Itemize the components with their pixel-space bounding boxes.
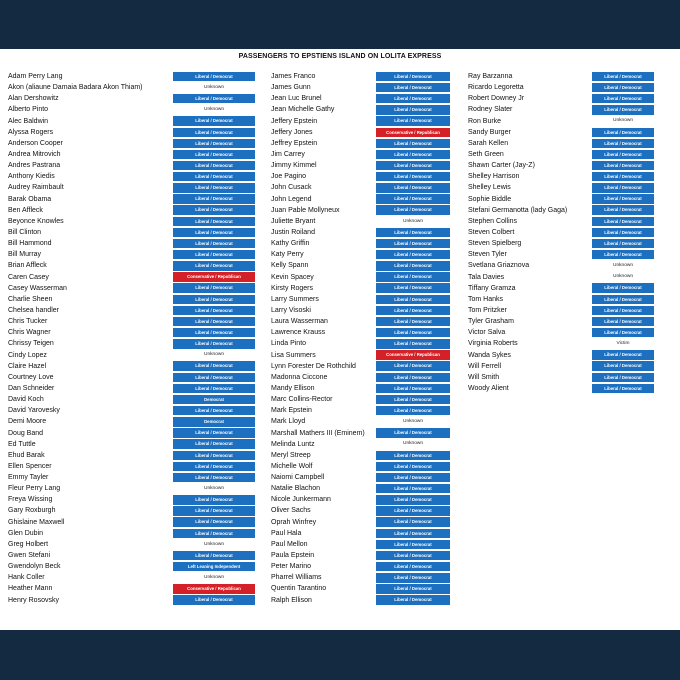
party-badge: Liberal / Democrat [173, 94, 255, 103]
party-badge: Victim [616, 341, 630, 347]
party-badge: Liberal / Democrat [376, 194, 450, 203]
party-badge: Liberal / Democrat [173, 261, 255, 270]
party-badge: Liberal / Democrat [592, 361, 654, 370]
party-badge: Liberal / Democrat [376, 283, 450, 292]
party-badge: Liberal / Democrat [376, 272, 450, 281]
party-badge: Liberal / Democrat [173, 194, 255, 203]
passenger-name: Tom Hanks [468, 295, 504, 303]
party-badge: Unknown [403, 441, 423, 447]
passenger-name: Laura Wasserman [271, 318, 328, 326]
party-badge: Liberal / Democrat [173, 306, 255, 315]
passenger-name: John Cusack [271, 184, 312, 192]
party-badge: Liberal / Democrat [376, 540, 450, 549]
passenger-name: Ghislaine Maxwell [8, 518, 65, 526]
passenger-name: Jeffery Epstein [271, 117, 318, 125]
passenger-name: Paul Hala [271, 529, 302, 537]
passenger-name: Larry Summers [271, 295, 319, 303]
party-badge: Unknown [204, 486, 224, 491]
party-badge: Liberal / Democrat [376, 105, 450, 114]
passenger-name: Paul Mellon [271, 540, 308, 548]
party-badge: Liberal / Democrat [592, 105, 654, 114]
party-badge: Liberal / Democrat [376, 239, 450, 248]
passenger-name: Nicole Junkermann [271, 496, 331, 504]
passenger-name: Brian Affleck [8, 262, 47, 270]
party-badge: Liberal / Democrat [376, 428, 450, 437]
party-badge: Liberal / Democrat [173, 283, 255, 292]
passenger-name: Jeffery Jones [271, 128, 313, 136]
passenger-name: Linda Pinto [271, 340, 307, 348]
party-badge: Liberal / Democrat [376, 551, 450, 560]
passenger-name: Shelley Harrison [468, 173, 520, 181]
party-badge: Liberal / Democrat [173, 451, 255, 460]
party-badge: Liberal / Democrat [173, 462, 255, 471]
passenger-name: Caren Casey [8, 273, 49, 281]
party-badge: Liberal / Democrat [376, 250, 450, 259]
passenger-name: Jean Michelle Gathy [271, 106, 335, 114]
passenger-name: Alyssa Rogers [8, 128, 54, 136]
passenger-name: Naiomi Campbell [271, 474, 325, 482]
passenger-name: Madonna Ciccone [271, 373, 328, 381]
passenger-name: Oprah Winfrey [271, 518, 317, 526]
passenger-name: Casey Wasserman [8, 284, 67, 292]
passenger-name: Ray Barzanna [468, 73, 513, 80]
passenger-name: Larry Visoski [271, 306, 311, 314]
passenger-name: Freya Wissing [8, 496, 53, 504]
passenger-name: Demi Moore [8, 418, 47, 426]
party-badge: Liberal / Democrat [376, 562, 450, 571]
party-badge: Unknown [204, 541, 224, 547]
party-badge: Liberal / Democrat [376, 205, 450, 214]
passenger-name: James Gunn [271, 84, 311, 92]
passenger-name: Kathy Griffin [271, 240, 310, 248]
passenger-name: Gary Roxburgh [8, 507, 56, 515]
passenger-name: John Legend [271, 195, 312, 203]
party-badge: Left Leaning Independent [173, 562, 255, 571]
passenger-name: Gwendolyn Beck [8, 563, 61, 571]
party-badge: Liberal / Democrat [376, 94, 450, 103]
party-badge: Liberal / Democrat [592, 295, 654, 304]
party-badge: Liberal / Democrat [592, 150, 654, 159]
passenger-name: Gwen Stefani [8, 552, 51, 560]
passenger-name: Mark Lloyd [271, 418, 306, 426]
passenger-name: Audrey Raimbault [8, 184, 64, 192]
passenger-name: Victor Salva [468, 329, 506, 337]
party-badge: Conservative / Republican [173, 272, 255, 281]
party-badge: Liberal / Democrat [376, 451, 450, 460]
passenger-name: Tyler Grasham [468, 318, 514, 326]
party-badge: Liberal / Democrat [592, 161, 654, 170]
party-badge: Liberal / Democrat [376, 328, 450, 337]
passenger-name: Fleur Perry Lang [8, 485, 61, 493]
party-badge: Liberal / Democrat [376, 139, 450, 148]
party-badge: Liberal / Democrat [376, 395, 450, 404]
passenger-name: Chris Wagner [8, 329, 51, 337]
party-badge: Liberal / Democrat [173, 406, 255, 415]
party-badge: Liberal / Democrat [376, 295, 450, 304]
party-badge: Liberal / Democrat [592, 183, 654, 192]
passenger-name: Lisa Summers [271, 351, 316, 359]
passenger-name: Seth Green [468, 150, 504, 158]
passenger-name: Stephen Collins [468, 217, 518, 225]
party-badge: Liberal / Democrat [376, 384, 450, 393]
party-badge: Liberal / Democrat [376, 172, 450, 181]
party-badge: Liberal / Democrat [173, 428, 255, 437]
party-badge: Liberal / Democrat [376, 573, 450, 582]
passenger-name: Kevin Spacey [271, 273, 314, 281]
party-badge: Liberal / Democrat [592, 94, 654, 103]
passenger-name: Adam Perry Lang [8, 73, 63, 80]
party-badge: Liberal / Democrat [173, 473, 255, 482]
passenger-name: Paula Epstein [271, 552, 315, 560]
party-badge: Liberal / Democrat [173, 239, 255, 248]
passenger-name: Joe Pagino [271, 173, 307, 181]
passenger-name: James Franco [271, 73, 316, 80]
party-badge: Liberal / Democrat [173, 183, 255, 192]
passenger-name: Alberto Pinto [8, 106, 49, 114]
party-badge: Liberal / Democrat [376, 506, 450, 515]
party-badge: Liberal / Democrat [376, 161, 450, 170]
party-badge: Liberal / Democrat [376, 306, 450, 315]
passenger-name: Charlie Sheen [8, 295, 53, 303]
party-badge: Liberal / Democrat [173, 172, 255, 181]
passenger-name: Claire Hazel [8, 362, 47, 370]
passenger-name: Ben Affleck [8, 206, 43, 214]
passenger-name: Wanda Sykes [468, 351, 511, 359]
party-badge: Liberal / Democrat [376, 595, 450, 604]
passenger-name: Peter Marino [271, 563, 312, 571]
party-badge: Liberal / Democrat [592, 205, 654, 214]
passenger-name: Robert Downey Jr [468, 95, 525, 103]
passenger-name: Anthony Kiedis [8, 173, 55, 181]
party-badge: Conservative / Republican [173, 584, 255, 593]
party-badge: Liberal / Democrat [592, 283, 654, 292]
party-badge: Liberal / Democrat [592, 384, 654, 393]
passenger-name: Heather Mann [8, 585, 53, 593]
passenger-name: Greg Holbert [8, 540, 49, 548]
party-badge: Liberal / Democrat [376, 116, 450, 125]
party-badge: Unknown [613, 263, 633, 269]
passenger-name: Bill Murray [8, 251, 42, 259]
passenger-name: Stefani Germanotta (lady Gaga) [468, 206, 568, 214]
passenger-name: Doug Band [8, 429, 44, 437]
passenger-name: Katy Perry [271, 251, 304, 259]
passenger-name: Henry Rosovsky [8, 596, 59, 604]
passenger-name: Juan Pable Mollyneux [271, 206, 340, 214]
party-badge: Liberal / Democrat [173, 139, 255, 148]
party-badge: Democrat [173, 395, 255, 404]
party-badge: Liberal / Democrat [592, 228, 654, 237]
party-badge: Liberal / Democrat [376, 495, 450, 504]
party-badge: Liberal / Democrat [376, 584, 450, 593]
party-badge: Liberal / Democrat [376, 462, 450, 471]
party-badge: Liberal / Democrat [592, 194, 654, 203]
party-badge: Unknown [403, 419, 423, 425]
party-badge: Liberal / Democrat [376, 183, 450, 192]
passenger-name: Andres Pastrana [8, 162, 61, 170]
passenger-name: Hank Coller [8, 574, 45, 582]
passenger-name: Dan Schneider [8, 384, 55, 392]
passenger-name: Kirsty Rogers [271, 284, 314, 292]
passenger-name: Anderson Cooper [8, 139, 63, 147]
party-badge: Liberal / Democrat [376, 317, 450, 326]
party-badge: Unknown [204, 107, 224, 113]
party-badge: Liberal / Democrat [173, 439, 255, 448]
passenger-name: Glen Dubin [8, 529, 44, 537]
party-badge: Liberal / Democrat [376, 339, 450, 348]
page-title: PASSENGERS TO EPSTIENS ISLAND ON LOLITA EXPRESS [238, 53, 442, 60]
passenger-name: Courtney Love [8, 373, 54, 381]
party-badge: Liberal / Democrat [376, 72, 450, 81]
passenger-name: Andrea Mitrovich [8, 150, 61, 158]
party-badge: Liberal / Democrat [173, 128, 255, 137]
passenger-name: Marc Collins-Rector [271, 396, 333, 404]
passenger-name: Chris Tucker [8, 318, 48, 326]
party-badge: Liberal / Democrat [376, 373, 450, 382]
party-badge: Liberal / Democrat [173, 517, 255, 526]
passenger-name: Steven Spielberg [468, 240, 522, 248]
passenger-name: Alan Dershowitz [8, 95, 59, 103]
passenger-name: Sarah Kellen [468, 139, 509, 147]
passenger-name: Pharrel Williams [271, 574, 322, 582]
party-badge: Liberal / Democrat [173, 373, 255, 382]
passenger-name: Sophie Biddle [468, 195, 512, 203]
passenger-name: Lawrence Krauss [271, 329, 326, 337]
party-badge: Liberal / Democrat [173, 595, 255, 604]
passenger-name: Mark Epstein [271, 407, 312, 415]
party-badge: Liberal / Democrat [376, 517, 450, 526]
passenger-name: Ron Burke [468, 117, 502, 125]
passenger-name: Melinda Luntz [271, 440, 315, 448]
party-badge: Liberal / Democrat [173, 551, 255, 560]
party-badge: Liberal / Democrat [173, 72, 255, 81]
passenger-name: Kelly Spann [271, 262, 309, 270]
passenger-name: Svetlana Griaznova [468, 262, 530, 270]
passenger-name: Alec Baldwin [8, 117, 49, 125]
passenger-name: David Yarovesky [8, 407, 60, 415]
passenger-name: Chrissy Teigen [8, 340, 54, 348]
party-badge: Liberal / Democrat [173, 161, 255, 170]
party-badge: Liberal / Democrat [376, 228, 450, 237]
party-badge: Liberal / Democrat [173, 328, 255, 337]
passenger-name: Woody Alient [468, 384, 509, 392]
passenger-name: Jimmy Kimmel [271, 162, 317, 170]
party-badge: Liberal / Democrat [173, 205, 255, 214]
party-badge: Liberal / Democrat [376, 529, 450, 538]
passenger-name: Tala Davies [468, 273, 505, 281]
party-badge: Liberal / Democrat [173, 339, 255, 348]
passenger-name: Bill Clinton [8, 228, 42, 236]
passenger-name: Beyonce Knowles [8, 217, 64, 225]
party-badge: Liberal / Democrat [592, 373, 654, 382]
passenger-name: Juliette Bryant [271, 217, 316, 225]
party-badge: Liberal / Democrat [173, 384, 255, 393]
party-badge: Liberal / Democrat [592, 139, 654, 148]
passenger-name: Bill Hammond [8, 240, 52, 248]
passenger-name: Jean Luc Brunel [271, 95, 322, 103]
party-badge: Liberal / Democrat [592, 306, 654, 315]
passenger-name: Ellen Spencer [8, 462, 52, 470]
passenger-name: Natalie Blachon [271, 485, 321, 493]
passenger-name: Chelsea handler [8, 306, 59, 314]
passenger-name: Rodney Slater [468, 106, 513, 114]
passenger-name: Jim Carrey [271, 150, 305, 158]
passenger-name: Cindy Lopez [8, 351, 47, 359]
passenger-name: Ehud Barak [8, 451, 45, 459]
party-badge: Liberal / Democrat [376, 261, 450, 270]
party-badge: Liberal / Democrat [173, 228, 255, 237]
passenger-name: Akon (aliaune Damaia Badara Akon Thiam) [8, 84, 143, 92]
party-badge: Liberal / Democrat [173, 116, 255, 125]
party-badge: Liberal / Democrat [173, 495, 255, 504]
passenger-name: Tiffany Gramza [468, 284, 516, 292]
passenger-name: Ricardo Legoretta [468, 84, 524, 92]
party-badge: Unknown [613, 274, 633, 280]
party-badge: Unknown [204, 575, 224, 581]
passenger-name: Steven Colbert [468, 228, 515, 236]
passenger-name: Shawn Carter (Jay-Z) [468, 162, 535, 170]
passenger-name: Virginia Roberts [468, 340, 518, 348]
passenger-name: Justin Roiland [271, 228, 315, 236]
party-badge: Liberal / Democrat [173, 150, 255, 159]
party-badge: Liberal / Democrat [376, 150, 450, 159]
party-badge: Unknown [204, 84, 224, 90]
passenger-name: Sandy Burger [468, 128, 511, 136]
passenger-name: Will Smith [468, 373, 500, 381]
party-badge: Liberal / Democrat [592, 317, 654, 326]
passenger-name: Barak Obama [8, 195, 52, 203]
party-badge: Liberal / Democrat [592, 128, 654, 137]
party-badge: Liberal / Democrat [376, 484, 450, 493]
party-badge: Liberal / Democrat [592, 350, 654, 359]
passenger-name: Lynn Forester De Rothchild [271, 362, 356, 370]
passenger-name: Oliver Sachs [271, 507, 311, 515]
passenger-name: Marshall Mathers III (Eminem) [271, 429, 365, 437]
party-badge: Conservative / Republican [376, 350, 450, 359]
passenger-name: Shelley Lewis [468, 184, 511, 192]
party-badge: Liberal / Democrat [592, 328, 654, 337]
party-badge: Unknown [204, 352, 224, 358]
passenger-name: Steven Tyler [468, 251, 507, 259]
passenger-name: David Koch [8, 396, 44, 404]
party-badge: Liberal / Democrat [592, 172, 654, 181]
passenger-name: Emmy Tayler [8, 474, 49, 482]
party-badge: Liberal / Democrat [592, 217, 654, 226]
party-badge: Liberal / Democrat [592, 239, 654, 248]
party-badge: Liberal / Democrat [173, 361, 255, 370]
party-badge: Liberal / Democrat [173, 217, 255, 226]
passenger-name: Meryl Streep [271, 451, 311, 459]
party-badge: Liberal / Democrat [376, 406, 450, 415]
passenger-name: Tom Pritzker [468, 306, 507, 314]
party-badge: Liberal / Democrat [592, 83, 654, 92]
party-badge: Unknown [613, 118, 633, 124]
party-badge: Liberal / Democrat [376, 83, 450, 92]
party-badge: Liberal / Democrat [376, 473, 450, 482]
party-badge: Liberal / Democrat [173, 250, 255, 259]
party-badge: Liberal / Democrat [376, 361, 450, 370]
party-badge: Democrat [173, 417, 255, 426]
passenger-name: Will Ferrell [468, 362, 502, 370]
party-badge: Conservative / Republican [376, 128, 450, 137]
passenger-name: Mandy Ellison [271, 384, 315, 392]
passenger-name: Quentin Tarantino [271, 585, 327, 593]
party-badge: Liberal / Democrat [173, 295, 255, 304]
party-badge: Liberal / Democrat [592, 250, 654, 259]
passenger-name: Michelle Wolf [271, 462, 313, 470]
party-badge: Unknown [403, 218, 423, 224]
passenger-name: Jeffrey Epstein [271, 139, 318, 147]
party-badge: Liberal / Democrat [173, 506, 255, 515]
party-badge: Liberal / Democrat [173, 317, 255, 326]
party-badge: Liberal / Democrat [173, 529, 255, 538]
passenger-name: Ralph Ellison [271, 596, 312, 604]
passenger-name: Ed Tuttle [8, 440, 36, 448]
party-badge: Liberal / Democrat [592, 72, 654, 81]
document-page [0, 49, 680, 630]
